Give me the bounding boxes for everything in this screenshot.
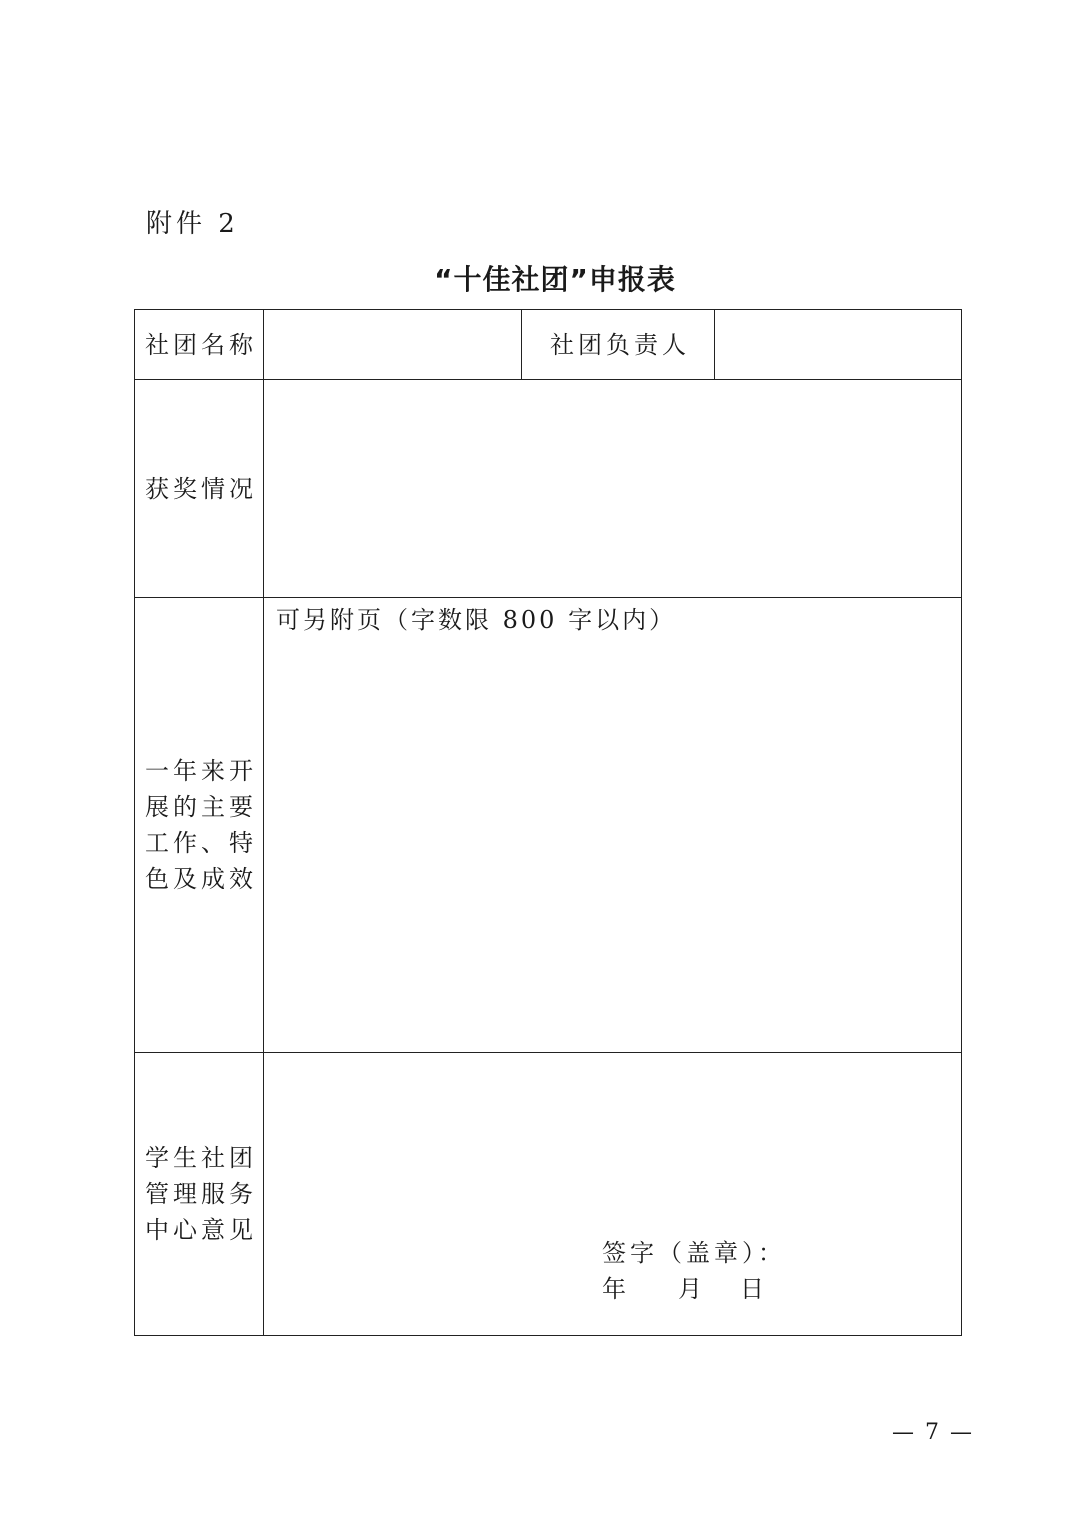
club-name-label: 社团名称 <box>145 330 257 359</box>
date-month: 月 <box>678 1275 702 1303</box>
leader-label: 社团负责人 <box>550 330 690 359</box>
opinion-label-cell <box>135 1053 264 1335</box>
work-label-line: 展的主要 <box>145 793 257 821</box>
awards-label: 获奖情况 <box>145 474 257 503</box>
row-awards <box>135 380 961 598</box>
opinion-label-line: 管理服务 <box>145 1180 257 1208</box>
opinion-label-line: 中心意见 <box>145 1216 257 1244</box>
row-main-work <box>135 598 961 1053</box>
work-label-line: 一年来开 <box>145 757 257 785</box>
work-label <box>145 753 257 897</box>
work-note: 可另附页（字数限 800 字以内） <box>276 606 677 634</box>
awards-label-cell <box>135 380 264 597</box>
leader-field[interactable] <box>715 310 961 379</box>
leader-label-cell <box>522 310 715 379</box>
date-year: 年 <box>602 1275 626 1303</box>
opinion-label-line: 学生社团 <box>145 1144 257 1172</box>
work-label-line: 色及成效 <box>145 865 257 893</box>
row-opinion <box>135 1053 961 1335</box>
work-label-line: 工作、特 <box>145 829 257 857</box>
form-title: “十佳社团”申报表 <box>434 263 676 296</box>
signature-label: 签字（盖章）： <box>602 1239 786 1267</box>
date-line <box>602 1271 764 1307</box>
awards-field[interactable] <box>264 380 961 597</box>
work-field[interactable] <box>264 598 961 1052</box>
row-club-info <box>135 310 961 380</box>
attachment-label: 附件 2 <box>146 209 239 239</box>
club-name-label-cell <box>135 310 264 379</box>
date-day: 日 <box>740 1275 764 1303</box>
page-number: — 7 — <box>892 1420 974 1445</box>
opinion-label <box>145 1140 257 1248</box>
club-name-field[interactable] <box>264 310 522 379</box>
application-form-table <box>134 309 962 1336</box>
opinion-field[interactable] <box>264 1053 961 1335</box>
work-label-cell <box>135 598 264 1052</box>
